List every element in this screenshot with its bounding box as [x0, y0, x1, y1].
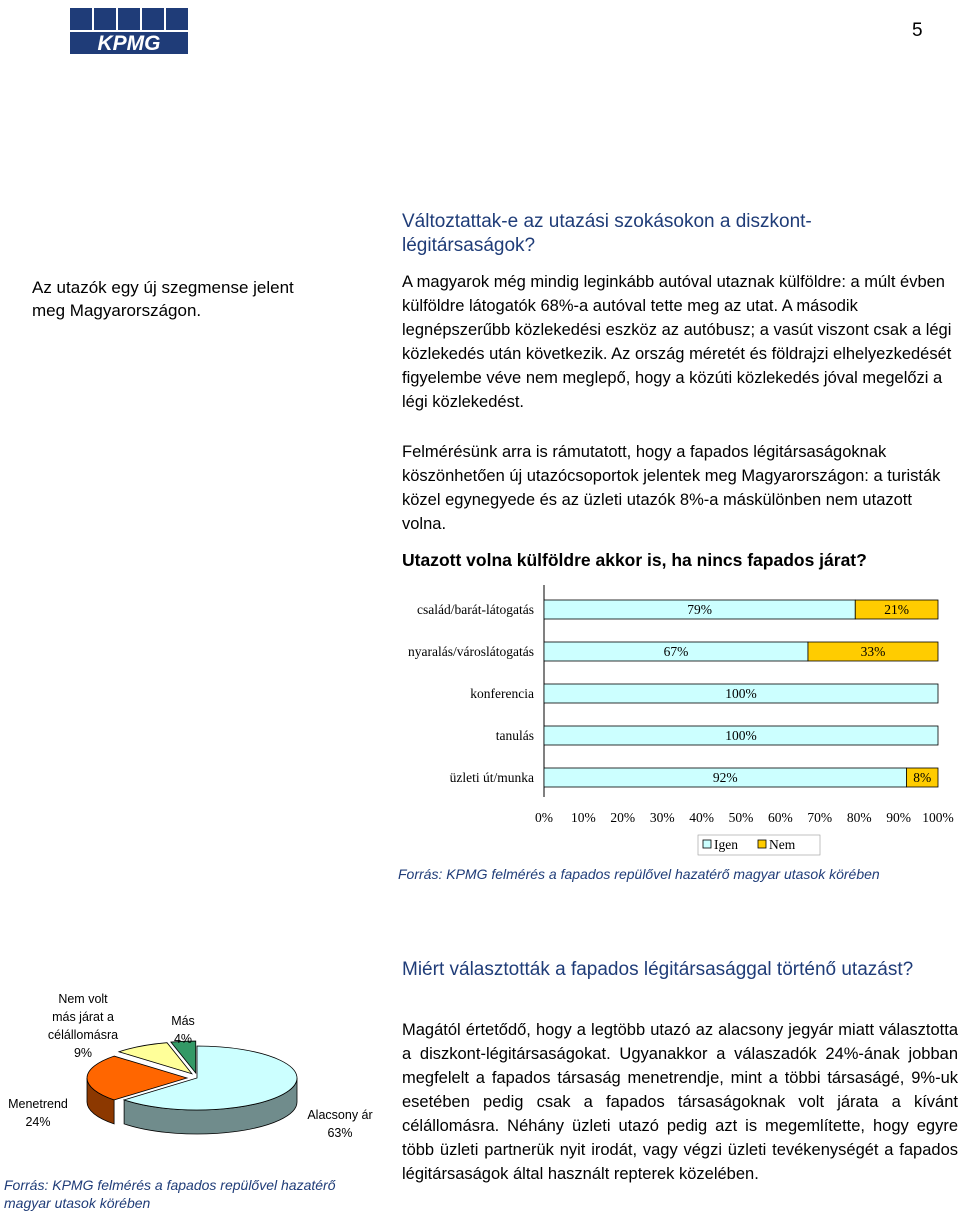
- bar-tick-label: 60%: [768, 810, 793, 825]
- bar-tick-label: 90%: [886, 810, 911, 825]
- paragraph-2: Felmérésünk arra is rámutatott, hogy a fapados légitársaságoknak köszönhetően új utazócsoportok jelentek meg Magyarországon: a turisták közel egynegyede és az üzleti utazók 8%-a máskülönben nem utazott volna.: [402, 443, 941, 533]
- bar-value-label: 100%: [725, 686, 757, 701]
- bar-tick-label: 40%: [689, 810, 714, 825]
- section-heading: Változtattak-e az utazási szokásokon a diszkont-légitársaságok?: [402, 211, 812, 256]
- bar-legend-swatch: [703, 840, 711, 848]
- pie-source: Forrás: KPMG felmérés a fapados repülővel hazatérő magyar utasok körében: [4, 1177, 336, 1211]
- bar-value-label: 33%: [860, 644, 886, 659]
- chart-source: Forrás: KPMG felmérés a fapados repülővel hazatérő magyar utasok körében: [398, 866, 880, 882]
- bar-category-label: család/barát-látogatás: [417, 602, 534, 617]
- paragraph-1: A magyarok még mindig leginkább autóval utaznak külföldre: a múlt évben külföldre látogatók 68%-a autóval tette meg az utat. A második legnépszerűbb közlekedési eszköz az autóbusz; a vasút viszont csak a légi közlekedés után következik. Az ország méretét és földrajzi elhelyezkedését figyelembe véve nem meglepő, hogy a közúti közlekedés jóval megelőzi a légi közlekedést.: [402, 273, 952, 411]
- bar-tick-label: 10%: [571, 810, 596, 825]
- bar-value-label: 92%: [712, 770, 738, 785]
- bar-value-label: 79%: [687, 602, 713, 617]
- bar-value-label: 8%: [913, 770, 932, 785]
- bar-value-label: 67%: [663, 644, 689, 659]
- kpmg-logo: [70, 8, 188, 54]
- bar-value-label: 100%: [725, 728, 757, 743]
- section-heading-2: Miért választották a fapados légitársasággal történő utazást?: [402, 959, 914, 980]
- bar-category-label: tanulás: [495, 728, 534, 743]
- bar-value-label: 21%: [884, 602, 910, 617]
- bar-tick-label: 80%: [846, 810, 872, 825]
- bar-legend-swatch: [758, 840, 766, 848]
- side-note: Az utazók egy új szegmense jelent meg Magyarországon.: [32, 278, 294, 320]
- bar-tick-label: 0%: [535, 810, 553, 825]
- bar-tick-label: 100%: [922, 810, 954, 825]
- chart-title: Utazott volna külföldre akkor is, ha nincs fapados járat?: [402, 550, 867, 570]
- bar-tick-label: 30%: [649, 810, 675, 825]
- pie-label: Más 4%: [171, 1014, 195, 1046]
- bar-legend-label: Igen: [714, 837, 738, 852]
- bar-tick-label: 20%: [610, 810, 636, 825]
- pie-label: Nem volt más járat a célállomásra 9%: [47, 992, 119, 1060]
- pie-label: Menetrend 24%: [8, 1097, 68, 1129]
- bar-chart: [0, 585, 960, 865]
- bar-legend-label: Nem: [769, 837, 796, 852]
- bar-category-label: nyaralás/városlátogatás: [408, 644, 534, 659]
- paragraph-3: Magától értetődő, hogy a legtöbb utazó az alacsony jegyár miatt választotta a diszkont-légitársaságokat. Ugyanakkor a válaszadók 24%-ának jobban megfelelt a fapados társaság menetrendje, mint a többi társaságé, 9%-uk esetében pedig csak a fapados társaságoknak volt járata a kívánt célállomásra. Néhány üzleti utazó pedig azt is megemlítette, hogy egyre több üzleti partnerük nyit irodát, vagy végzi üzleti tevékenységét a fapados légitársaságok által használt repterek közelében.: [402, 1021, 958, 1183]
- page-number: 5: [912, 20, 923, 41]
- bar-category-label: üzleti út/munka: [449, 770, 534, 785]
- pie-label: Alacsony ár 63%: [307, 1108, 373, 1140]
- bar-tick-label: 70%: [807, 810, 833, 825]
- bar-tick-label: 50%: [728, 810, 754, 825]
- svg-text:KPMG: KPMG: [97, 32, 161, 54]
- bar-category-label: konferencia: [470, 686, 534, 701]
